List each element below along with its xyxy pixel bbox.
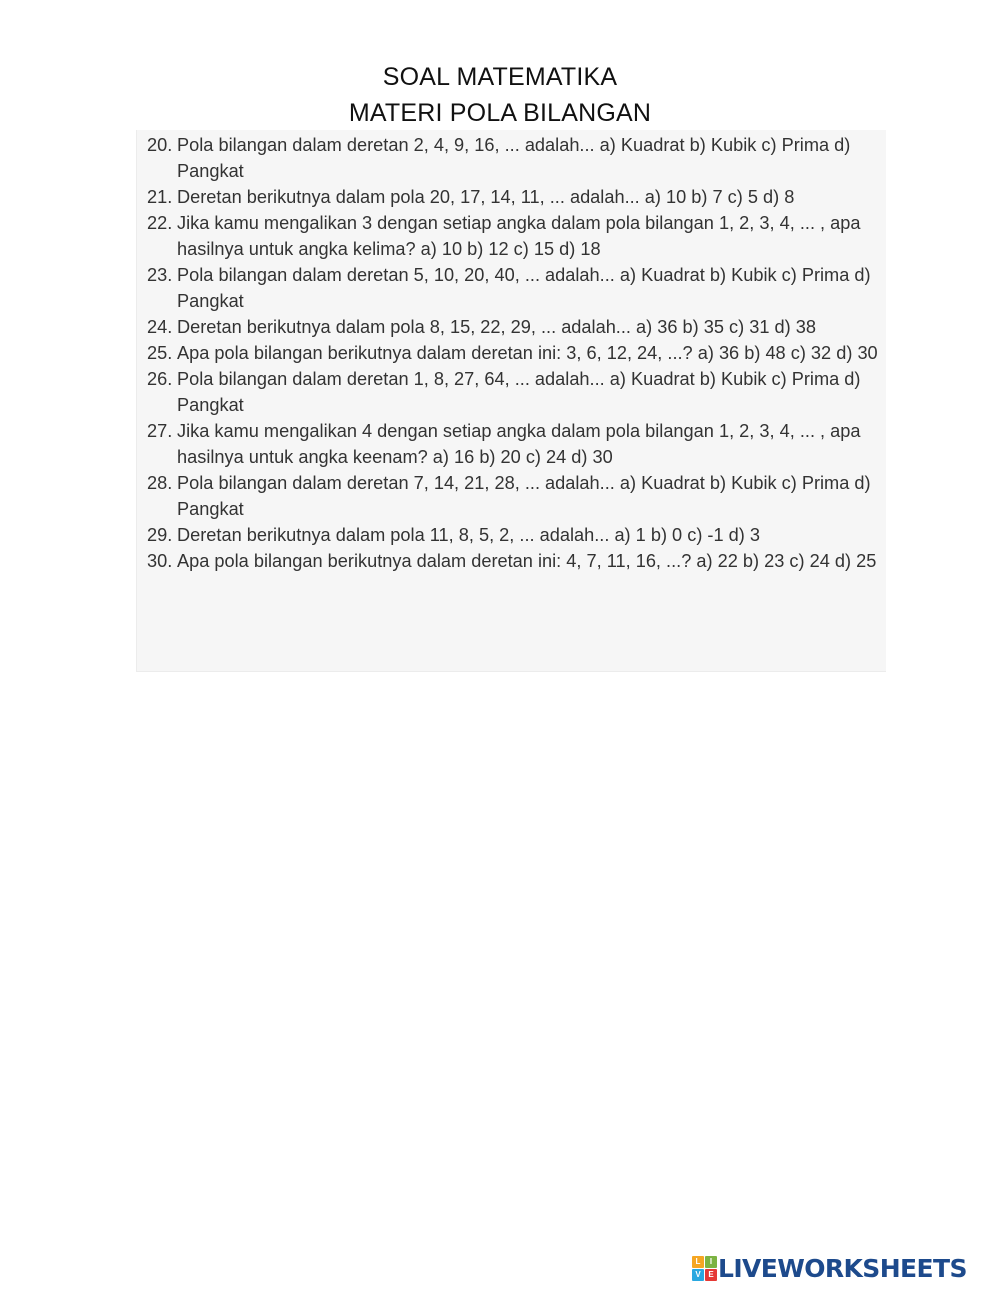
question-text: Apa pola bilangan berikutnya dalam deretan ini: 4, 7, 11, 16, ...? a) 22 b) 23 c) 24 d) 25	[177, 551, 877, 571]
liveworksheets-logo-icon	[692, 1256, 716, 1280]
question-number: 20.	[147, 135, 173, 155]
question-item	[147, 548, 882, 574]
question-text: Pola bilangan dalam deretan 7, 14, 21, 28, ... adalah... a) Kuadrat b) Kubik c) Prima d) Pangkat	[177, 473, 871, 519]
page-title	[0, 59, 1000, 131]
question-item	[147, 184, 882, 210]
question-number: 22.	[147, 213, 173, 233]
question-text: Pola bilangan dalam deretan 1, 8, 27, 64, ... adalah... a) Kuadrat b) Kubik c) Prima d) Pangkat	[177, 369, 861, 415]
question-text: Jika kamu mengalikan 4 dengan setiap angka dalam pola bilangan 1, 2, 3, 4, ... , apa hasilnya untuk angka keenam? a) 16 b) 20 c) 24 d) 30	[177, 421, 861, 467]
question-number: 24.	[147, 317, 173, 337]
logo-mark-tile: L	[692, 1256, 704, 1268]
liveworksheets-logo	[692, 1253, 967, 1283]
question-text: Pola bilangan dalam deretan 5, 10, 20, 40, ... adalah... a) Kuadrat b) Kubik c) Prima d) Pangkat	[177, 265, 871, 311]
question-text: Deretan berikutnya dalam pola 11, 8, 5, 2, ... adalah... a) 1 b) 0 c) -1 d) 3	[177, 525, 760, 545]
question-list	[147, 132, 882, 574]
title-line-1: SOAL MATEMATIKA	[382, 63, 618, 91]
question-text: Apa pola bilangan berikutnya dalam deretan ini: 3, 6, 12, 24, ...? a) 36 b) 48 c) 32 d) 30	[177, 343, 878, 363]
questions-panel	[136, 130, 886, 672]
question-item	[147, 418, 882, 470]
title-line-2: MATERI POLA BILANGAN	[348, 99, 652, 127]
question-item	[147, 366, 882, 418]
question-number: 29.	[147, 525, 173, 545]
question-text: Pola bilangan dalam deretan 2, 4, 9, 16, ... adalah... a) Kuadrat b) Kubik c) Prima d) Pangkat	[177, 135, 851, 181]
question-number: 26.	[147, 369, 173, 389]
question-item	[147, 470, 882, 522]
question-number: 21.	[147, 187, 173, 207]
logo-text: LIVEWORKSHEETS	[718, 1253, 967, 1283]
question-item	[147, 340, 882, 366]
question-text: Jika kamu mengalikan 3 dengan setiap angka dalam pola bilangan 1, 2, 3, 4, ... , apa hasilnya untuk angka kelima? a) 10 b) 12 c) 15 d) 18	[177, 213, 861, 259]
logo-mark-tile: V	[692, 1269, 704, 1281]
question-number: 27.	[147, 421, 173, 441]
question-text: Deretan berikutnya dalam pola 8, 15, 22, 29, ... adalah... a) 36 b) 35 c) 31 d) 38	[177, 317, 816, 337]
question-item	[147, 522, 882, 548]
question-number: 25.	[147, 343, 173, 363]
question-number: 28.	[147, 473, 173, 493]
question-item	[147, 314, 882, 340]
question-text: Deretan berikutnya dalam pola 20, 17, 14, 11, ... adalah... a) 10 b) 7 c) 5 d) 8	[177, 187, 795, 207]
logo-mark-tile: E	[705, 1269, 717, 1281]
question-item	[147, 210, 882, 262]
question-number: 23.	[147, 265, 173, 285]
question-item	[147, 132, 882, 184]
question-number: 30.	[147, 551, 173, 571]
logo-mark-tile: I	[705, 1256, 717, 1268]
question-item	[147, 262, 882, 314]
